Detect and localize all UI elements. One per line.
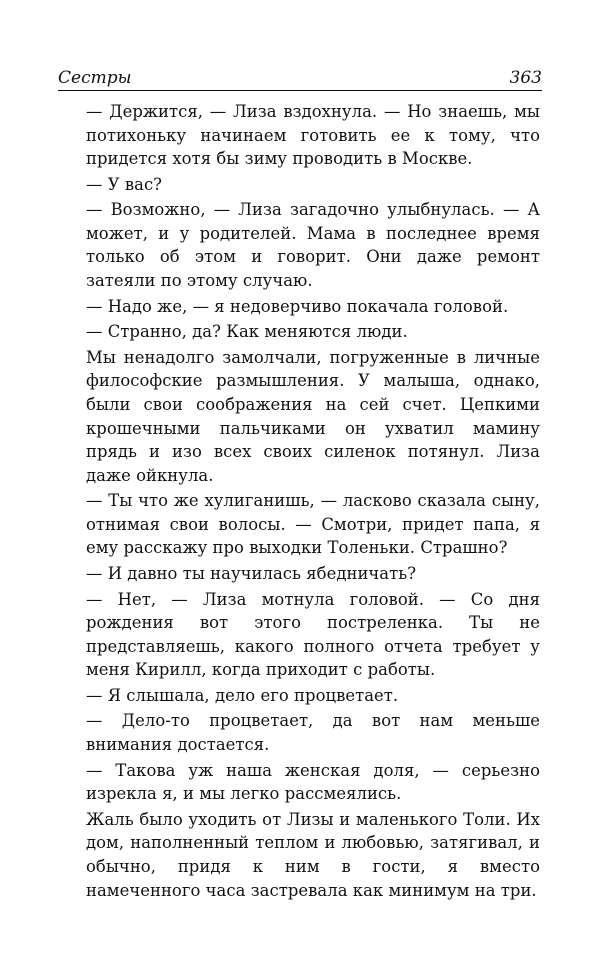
- paragraph-11: — Дело-то процветает, да вот нам меньше внимания достается.: [86, 711, 540, 755]
- header-rule: [58, 90, 542, 91]
- paragraph-6: Мы ненадолго замолчали, погруженные в личные философские размышления. У малыша, однако, были свои соображения на сей счет. Цепкими крошечными пальчиками он ухватил мамину прядь и изо всех своих силенок потянул. Лиза даже ойкнула.: [86, 347, 540, 485]
- paragraph-8: — И давно ты научилась ябедничать?: [86, 563, 417, 583]
- paragraph-5: — Странно, да? Как меняются люди.: [86, 322, 408, 342]
- paragraph-13: Жаль было уходить от Лизы и маленького Толи. Их дом, наполненный теплом и любовью, затягивал, и обычно, придя к ним в гости, я вместо намеченного часа застревала как минимум на три.: [86, 809, 540, 900]
- body-text: [86, 100, 540, 904]
- running-header: [58, 68, 542, 90]
- page-number: 363: [509, 68, 542, 88]
- paragraph-9: — Нет, — Лиза мотнула головой. — Со дня рождения вот этого постреленка. Ты не представляешь, какого полного отчета требует у меня Кирилл, когда приходит с работы.: [86, 589, 540, 680]
- paragraph-3: — Возможно, — Лиза загадочно улыбнулась. — А может, и у родителей. Мама в последнее время только об этом и говорит. Они даже ремонт затеяли по этому случаю.: [86, 200, 540, 291]
- paragraph-12: — Такова уж наша женская доля, — серьезно изрекла я, и мы легко рассмеялись.: [86, 760, 540, 804]
- paragraph-7: — Ты что же хулиганишь, — ласково сказала сыну, отнимая свои волосы. — Смотри, придет папа, я ему расскажу про выходки Толеньки. Страшно?: [86, 491, 540, 558]
- paragraph-1: — Держится, — Лиза вздохнула. — Но знаешь, мы потихоньку начинаем готовить ее к тому, что придется хотя бы зиму проводить в Москве.: [86, 102, 540, 169]
- paragraph-4: — Надо же, — я недоверчиво покачала головой.: [86, 296, 509, 316]
- running-title: Сестры: [58, 68, 132, 88]
- paragraph-2: — У вас?: [86, 174, 163, 194]
- paragraph-10: — Я слышала, дело его процветает.: [86, 685, 399, 705]
